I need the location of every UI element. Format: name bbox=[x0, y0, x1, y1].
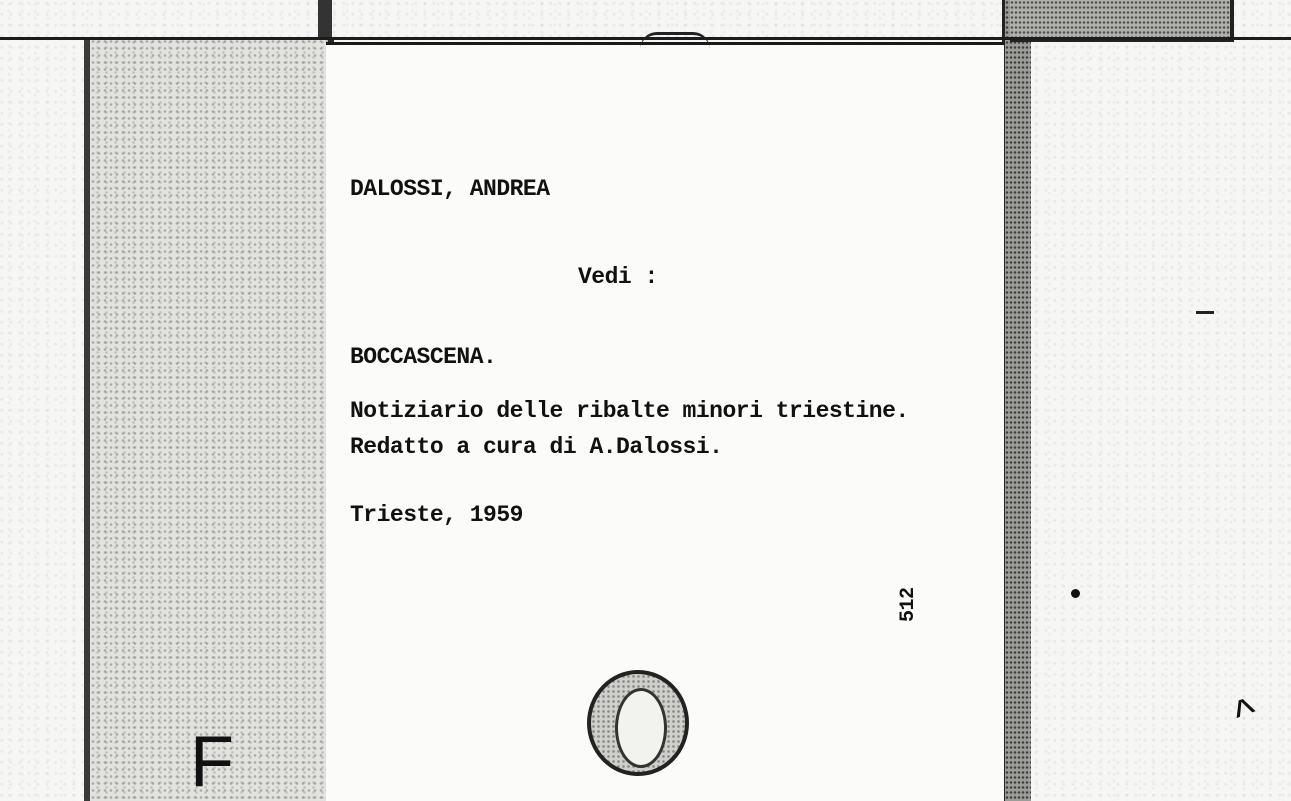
punch-hole bbox=[587, 670, 689, 776]
card-tab-bump bbox=[640, 32, 710, 49]
card-description-line2: Redatto a cura di A.Dalossi. bbox=[350, 434, 723, 460]
card-description-line1: Notiziario delle ribalte minori triestine. bbox=[350, 398, 909, 424]
ink-dot bbox=[1071, 589, 1080, 598]
card-edge-left-top bbox=[318, 0, 332, 40]
handwritten-f-mark: F bbox=[190, 722, 234, 801]
adjacent-card-right-top bbox=[1010, 0, 1234, 42]
card-place-year: Trieste, 1959 bbox=[350, 502, 523, 528]
punch-hole-inner bbox=[615, 688, 667, 768]
ink-dash bbox=[1196, 311, 1214, 314]
adjacent-card-left bbox=[84, 38, 334, 801]
card-see-label: Vedi : bbox=[578, 264, 658, 290]
card-catalog-number: 512 bbox=[897, 587, 920, 622]
card-title: BOCCASCENA. bbox=[350, 344, 497, 370]
card-edge-right bbox=[1002, 0, 1031, 801]
handwritten-caret-mark: ^ bbox=[1228, 687, 1265, 742]
card-author: DALOSSI, ANDREA bbox=[350, 176, 550, 202]
